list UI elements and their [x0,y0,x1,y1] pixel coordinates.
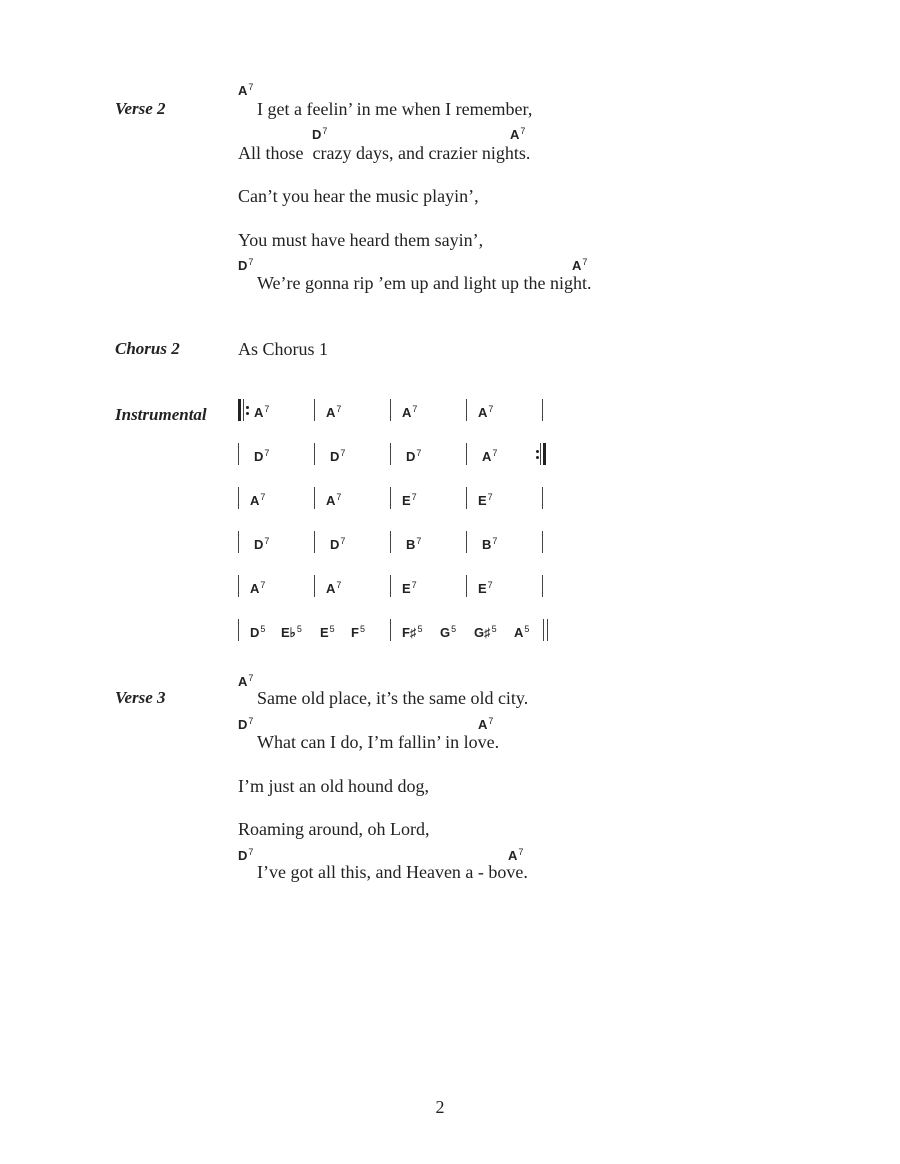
barline [238,531,239,553]
barline [238,619,239,641]
barline [314,575,315,597]
barline [390,443,391,465]
verse3-line-1: Same old place, it’s the same old city. [257,688,529,708]
verse2-line-4: You must have heard them sayin’, [238,230,484,250]
barline [238,487,239,509]
grid-chord-r6-c6: $G^5$ [440,624,457,640]
barline [466,443,467,465]
grid-chord-r3-m4: $E^7$ [478,492,493,508]
verse2-line-3: Can’t you hear the music playin’, [238,186,479,206]
barline [390,487,391,509]
repeat-end-thin-bar [540,443,541,465]
grid-chord-r2-m3: $D^7$ [406,448,422,464]
grid-chord-r3-m3: $E^7$ [402,492,417,508]
barline [314,443,315,465]
verse-2-label: Verse 2 [115,99,166,118]
grid-chord-r6-c8: $A^5$ [514,624,530,640]
barline [238,443,239,465]
grid-chord-r6-c7: G♯$^5$ [474,624,497,640]
barline [542,487,543,509]
repeat-end-dot [536,450,539,453]
chord-verse2-line2-a: $D^7$ [312,126,328,142]
barline [466,575,467,597]
chord-verse3-line5-a: $D^7$ [238,847,254,863]
grid-chord-r5-m1: $A^7$ [250,580,266,596]
repeat-end-dot [536,456,539,459]
grid-chord-r5-m3: $E^7$ [402,580,417,596]
barline [466,487,467,509]
grid-chord-r4-m1: $D^7$ [254,536,270,552]
grid-chord-r1-m4: $A^7$ [478,404,494,420]
barline [542,575,543,597]
grid-chord-r6-c5: F♯$^5$ [402,624,423,640]
chorus-2-label: Chorus 2 [115,339,180,358]
barline [390,575,391,597]
repeat-start-thick-bar [238,399,241,421]
grid-chord-r6-c1: $D^5$ [250,624,266,640]
grid-chord-r3-m1: $A^7$ [250,492,266,508]
chord-verse3-line2-a: $D^7$ [238,716,254,732]
barline [314,487,315,509]
grid-chord-r1-m1: $A^7$ [254,404,270,420]
grid-chord-r3-m2: $A^7$ [326,492,342,508]
verse3-line-3: I’m just an old hound dog, [238,776,429,796]
verse3-line-5: I’ve got all this, and Heaven a - bove. [257,862,528,882]
grid-chord-r1-m3: $A^7$ [402,404,418,420]
verse3-line-4: Roaming around, oh Lord, [238,819,430,839]
grid-chord-r4-m4: $B^7$ [482,536,498,552]
verse2-line-5: We’re gonna rip ’em up and light up the night. [257,273,592,293]
final-thin-bar [543,619,544,641]
verse3-line-2: What can I do, I’m fallin’ in love. [257,732,500,752]
chord-verse3-line5-b: $A^7$ [508,847,524,863]
chord-verse2-line2-b: $A^7$ [510,126,526,142]
barline [466,399,467,421]
grid-chord-r2-m1: $D^7$ [254,448,270,464]
grid-chord-r6-c2: E♭$^5$ [281,624,302,640]
chord-verse2-line5-b: $A^7$ [572,257,588,273]
grid-chord-r5-m2: $A^7$ [326,580,342,596]
barline [314,399,315,421]
verse2-line-2: All those crazy days, and crazier nights. [238,143,531,163]
barline [238,575,239,597]
verse2-line-1: I get a feelin’ in me when I remember, [257,99,533,119]
grid-chord-r1-m2: $A^7$ [326,404,342,420]
grid-chord-r4-m2: $D^7$ [330,536,346,552]
chord-verse3-line2-b: $A^7$ [478,716,494,732]
verse-3-label: Verse 3 [115,688,166,707]
grid-chord-r6-c3: $E^5$ [320,624,335,640]
grid-chord-r6-c4: $F^5$ [351,624,365,640]
page-number: 2 [435,1097,445,1117]
instrumental-label: Instrumental [115,405,207,424]
barline [542,399,543,421]
grid-chord-r4-m3: $B^7$ [406,536,422,552]
grid-chord-r5-m4: $E^7$ [478,580,493,596]
chord-verse3-line1: $A^7$ [238,673,254,689]
repeat-start-thin-bar [243,399,244,421]
chord-verse2-line5-a: $D^7$ [238,257,254,273]
chord-verse2-line1: $A^7$ [238,82,254,98]
barline [390,399,391,421]
repeat-start-dot [246,412,249,415]
barline [390,619,391,641]
repeat-start-dot [246,406,249,409]
final-thin-bar [547,619,548,641]
barline [466,531,467,553]
grid-chord-r2-m2: $D^7$ [330,448,346,464]
barline [314,531,315,553]
barline [390,531,391,553]
barline [542,531,543,553]
repeat-end-thick-bar [543,443,546,465]
grid-chord-r2-m4: $A^7$ [482,448,498,464]
chorus-2-text: As Chorus 1 [238,339,329,359]
